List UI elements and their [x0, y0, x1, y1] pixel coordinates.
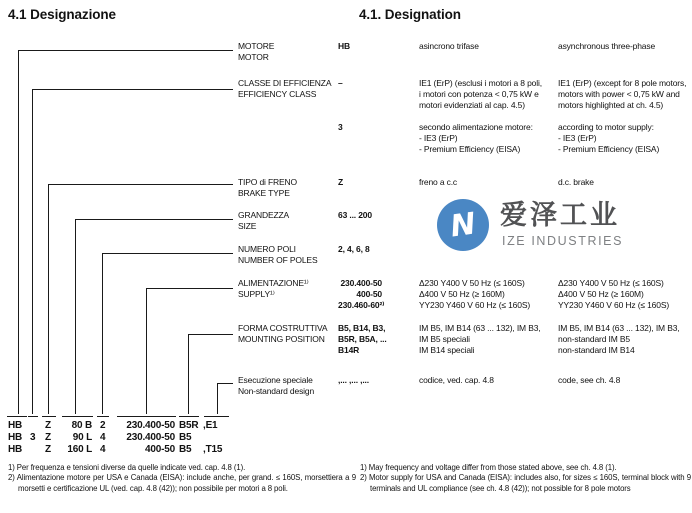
svg-text:N: N [448, 206, 478, 245]
watermark-chinese-text: 爱泽工业 [500, 200, 620, 230]
row-label: TIPO di FRENO BRAKE TYPE [238, 177, 297, 198]
table-row-motor [0, 41, 692, 75]
footnote-it-1: 1) Per frequenza e tensioni diverse da quelle indicate ved. cap. 4.8 (1). [8, 463, 246, 472]
row-code: – [338, 78, 343, 88]
row-desc-en: d.c. brake [558, 177, 594, 187]
row-desc-it: asincrono trifase [419, 41, 479, 51]
row-code: B5, B14, B3, B5R, B5A, ... B14R [338, 323, 387, 355]
row-code: 2, 4, 6, 8 [338, 244, 370, 254]
row-desc-en: IM B5, IM B14 (63 ... 132), IM B3, non-standard IM B5 non-standard IM B14 [558, 323, 680, 355]
watermark-latin-text: IZE INDUSTRIES [502, 234, 624, 248]
table-row-efficiency-code [0, 122, 692, 156]
row-label: MOTORE MOTOR [238, 41, 275, 62]
footnotes-english [360, 463, 691, 494]
example-designation-row: HB Z 160 L 4 400-50 B5 ,T15 [8, 444, 223, 455]
row-code: HB [338, 41, 350, 51]
row-desc-it: Δ230 Y400 V 50 Hz (≤ 160S) Δ400 V 50 Hz (≥ 160M) YY230 Y460 V 60 Hz (≤ 160S) [419, 278, 531, 310]
table-row-special [0, 375, 692, 409]
example-designation-row: HB 3 Z 90 L 4 230.400-50 B5 [8, 432, 192, 443]
table-row-poles [0, 244, 692, 278]
heading-italian: 4.1 Designazione [8, 7, 116, 22]
row-desc-en: asynchronous three-phase [558, 41, 656, 51]
row-desc-it: IM B5, IM B14 (63 ... 132), IM B3, IM B5 speciali IM B14 speciali [419, 323, 541, 355]
row-desc-it: secondo alimentazione motore: - IE3 (ErP) - Premium Efficiency (EISA) [419, 122, 533, 154]
row-label: GRANDEZZA SIZE [238, 210, 290, 231]
table-row-brake-type [0, 177, 692, 211]
row-desc-en: according to motor supply: - IE3 (ErP) - Premium Efficiency (EISA) [558, 122, 660, 154]
row-desc-en: Δ230 Y400 V 50 Hz (≤ 160S) Δ400 V 50 Hz (≥ 160M) YY230 Y460 V 60 Hz (≤ 160S) [558, 278, 670, 310]
example-designation-row: HB Z 80 B 2 230.400-50 B5R ,E1 [8, 420, 218, 431]
row-desc-en: code, see ch. 4.8 [558, 375, 621, 385]
footnote-it-2: 2) Alimentazione motore per USA e Canada (EISA): include anche, per grand. ≤ 160S, morsettiera a 9 morsetti e certificazione UL (ved. cap. 4.8 (42)); non possibile per motori a 8 poli. [8, 473, 356, 493]
table-row-size [0, 210, 692, 244]
row-label: ALIMENTAZIONE¹⁾ SUPPLY¹⁾ [238, 278, 309, 299]
table-row-efficiency-class [0, 78, 692, 112]
row-label: NUMERO POLI NUMBER OF POLES [238, 244, 318, 265]
footnote-en-1: 1) May frequency and voltage differ from those stated above, see ch. 4.8 (1). [360, 463, 617, 472]
row-desc-it: codice, ved. cap. 4.8 [419, 375, 494, 385]
row-label: FORMA COSTRUTTIVA MOUNTING POSITION [238, 323, 328, 344]
footnotes-italian [8, 463, 356, 494]
row-code: 230.400-50 400-50 230.460-60²⁾ [338, 278, 385, 310]
row-label: Esecuzione speciale Non-standard design [238, 375, 315, 396]
row-code: Z [338, 177, 344, 187]
row-code: ,... ,... ,... [338, 375, 369, 385]
table-row-mounting [0, 323, 692, 357]
table-row-supply [0, 278, 692, 312]
row-code: 3 [338, 122, 343, 132]
heading-english: 4.1. Designation [359, 7, 461, 22]
row-desc-en: IE1 (ErP) (except for 8 pole motors, motors with power < 0,75 kW and motors highlighted at ch. 4.5) [558, 78, 687, 110]
row-code: 63 ... 200 [338, 210, 372, 220]
row-label: CLASSE DI EFFICIENZA EFFICIENCY CLASS [238, 78, 332, 99]
row-desc-it: IE1 (ErP) (esclusi i motori a 8 poli, i motori con potenza < 0,75 kW e motori evidenziati al cap. 4.5) [419, 78, 542, 110]
footnote-en-2: 2) Motor supply for USA and Canada (EISA): includes also, for sizes ≤ 160S, terminal block with 9 terminals and UL compliance (see ch. 4.8 (42)); not possible for 8 pole motors [360, 473, 691, 493]
row-desc-it: freno a c.c [419, 177, 458, 187]
